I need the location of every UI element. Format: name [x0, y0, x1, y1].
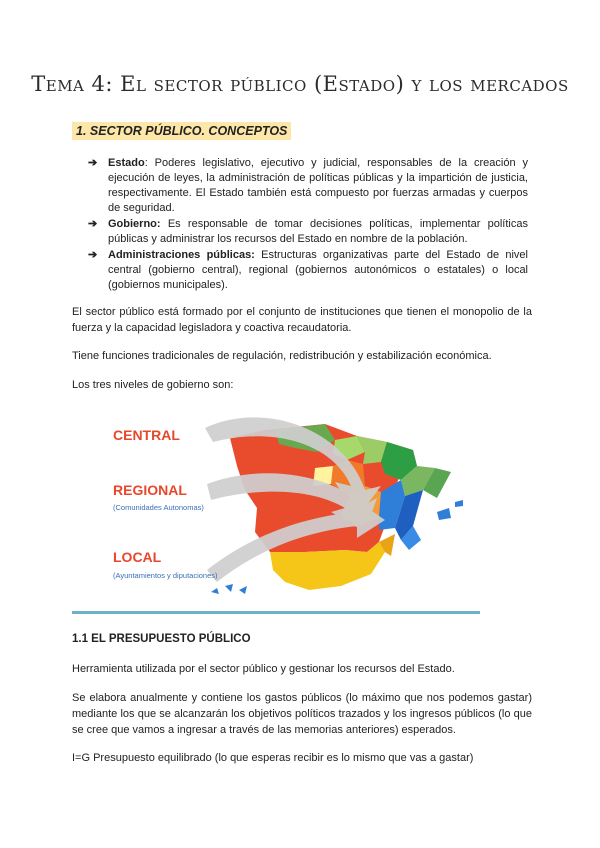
list-item [88, 217, 528, 247]
list-item: ➔ Estado: Poderes legislativo, ejecutivo y judicial, responsables de la creación y ejecución de leyes, la administración de políticas públicas y la impartición de justicia, respectivamente. El Estado también está compuesto por fuerzas armadas y cuerpos de seguridad. [88, 157, 528, 214]
paragraph: I=G Presupuesto equilibrado (lo que esperas recibir es lo mismo que vas a gastar) [72, 752, 474, 764]
section-heading: 1. SECTOR PÚBLICO. CONCEPTOS [72, 122, 291, 140]
definition-text: Es responsable de tomar decisiones políticas, implementar políticas públicas y administrar los recursos del Estado en nombre de la población. [108, 218, 528, 245]
subsection-heading: 1.1 EL PRESUPUESTO PÚBLICO [72, 633, 251, 645]
local-sublabel: (Ayuntamientos y diputaciones) [113, 571, 218, 580]
definition-text: Estructuras organizativas parte del Estado de nivel central (gobierno central), regional (gobiernos autonómicos o estatales) o local (gobiernos municipales). [108, 249, 528, 291]
page-title: Tema 4: El sector público (Estado) y los mercados [31, 72, 569, 96]
paragraph: Herramienta utilizada por el sector público y gestionar los recursos del Estado. [72, 663, 455, 675]
paragraph: El sector público está formado por el conjunto de instituciones que tienen el monopolio de la fuerza y la capacidad legisladora y coactiva recaudatoria. [72, 306, 532, 334]
paragraph: Los tres niveles de gobierno son: [72, 379, 234, 391]
term-administraciones: Administraciones públicas: [108, 249, 255, 261]
paragraph: Tiene funciones tradicionales de regulación, redistribución y estabilización económica. [72, 350, 492, 362]
divider [72, 611, 480, 614]
arrow-bullet-icon: ➔ [88, 249, 98, 261]
local-label: LOCAL [113, 549, 162, 565]
term-gobierno: Gobierno: [108, 218, 161, 230]
paragraph: Se elabora anualmente y contiene los gastos públicos (lo máximo que nos podemos gastar) mediante los que se alcanzarán los objetivos políticos trazados y los ingresos públicos (lo que se cree que vamos a ingresar a través de las memorias anteriores) esperados. [72, 692, 532, 736]
term-estado: Estado [108, 157, 145, 169]
central-label: CENTRAL [113, 427, 180, 443]
definition-text: Poderes legislativo, ejecutivo y judicial, responsables de la creación y ejecución de leyes, la administración de políticas públicas y la impartición de justicia, respectivamente. El Estado también está compuesto por fuerzas armadas y cuerpos de seguridad. [108, 157, 528, 214]
list-item [88, 248, 528, 293]
arrow-bullet-icon: ➔ [88, 218, 98, 230]
regional-label: REGIONAL [113, 482, 187, 498]
regional-sublabel: (Comunidades Autonomas) [113, 503, 204, 512]
arrow-bullet-icon: ➔ [88, 157, 98, 169]
definitions-list [88, 156, 528, 294]
government-levels-figure [95, 400, 485, 615]
